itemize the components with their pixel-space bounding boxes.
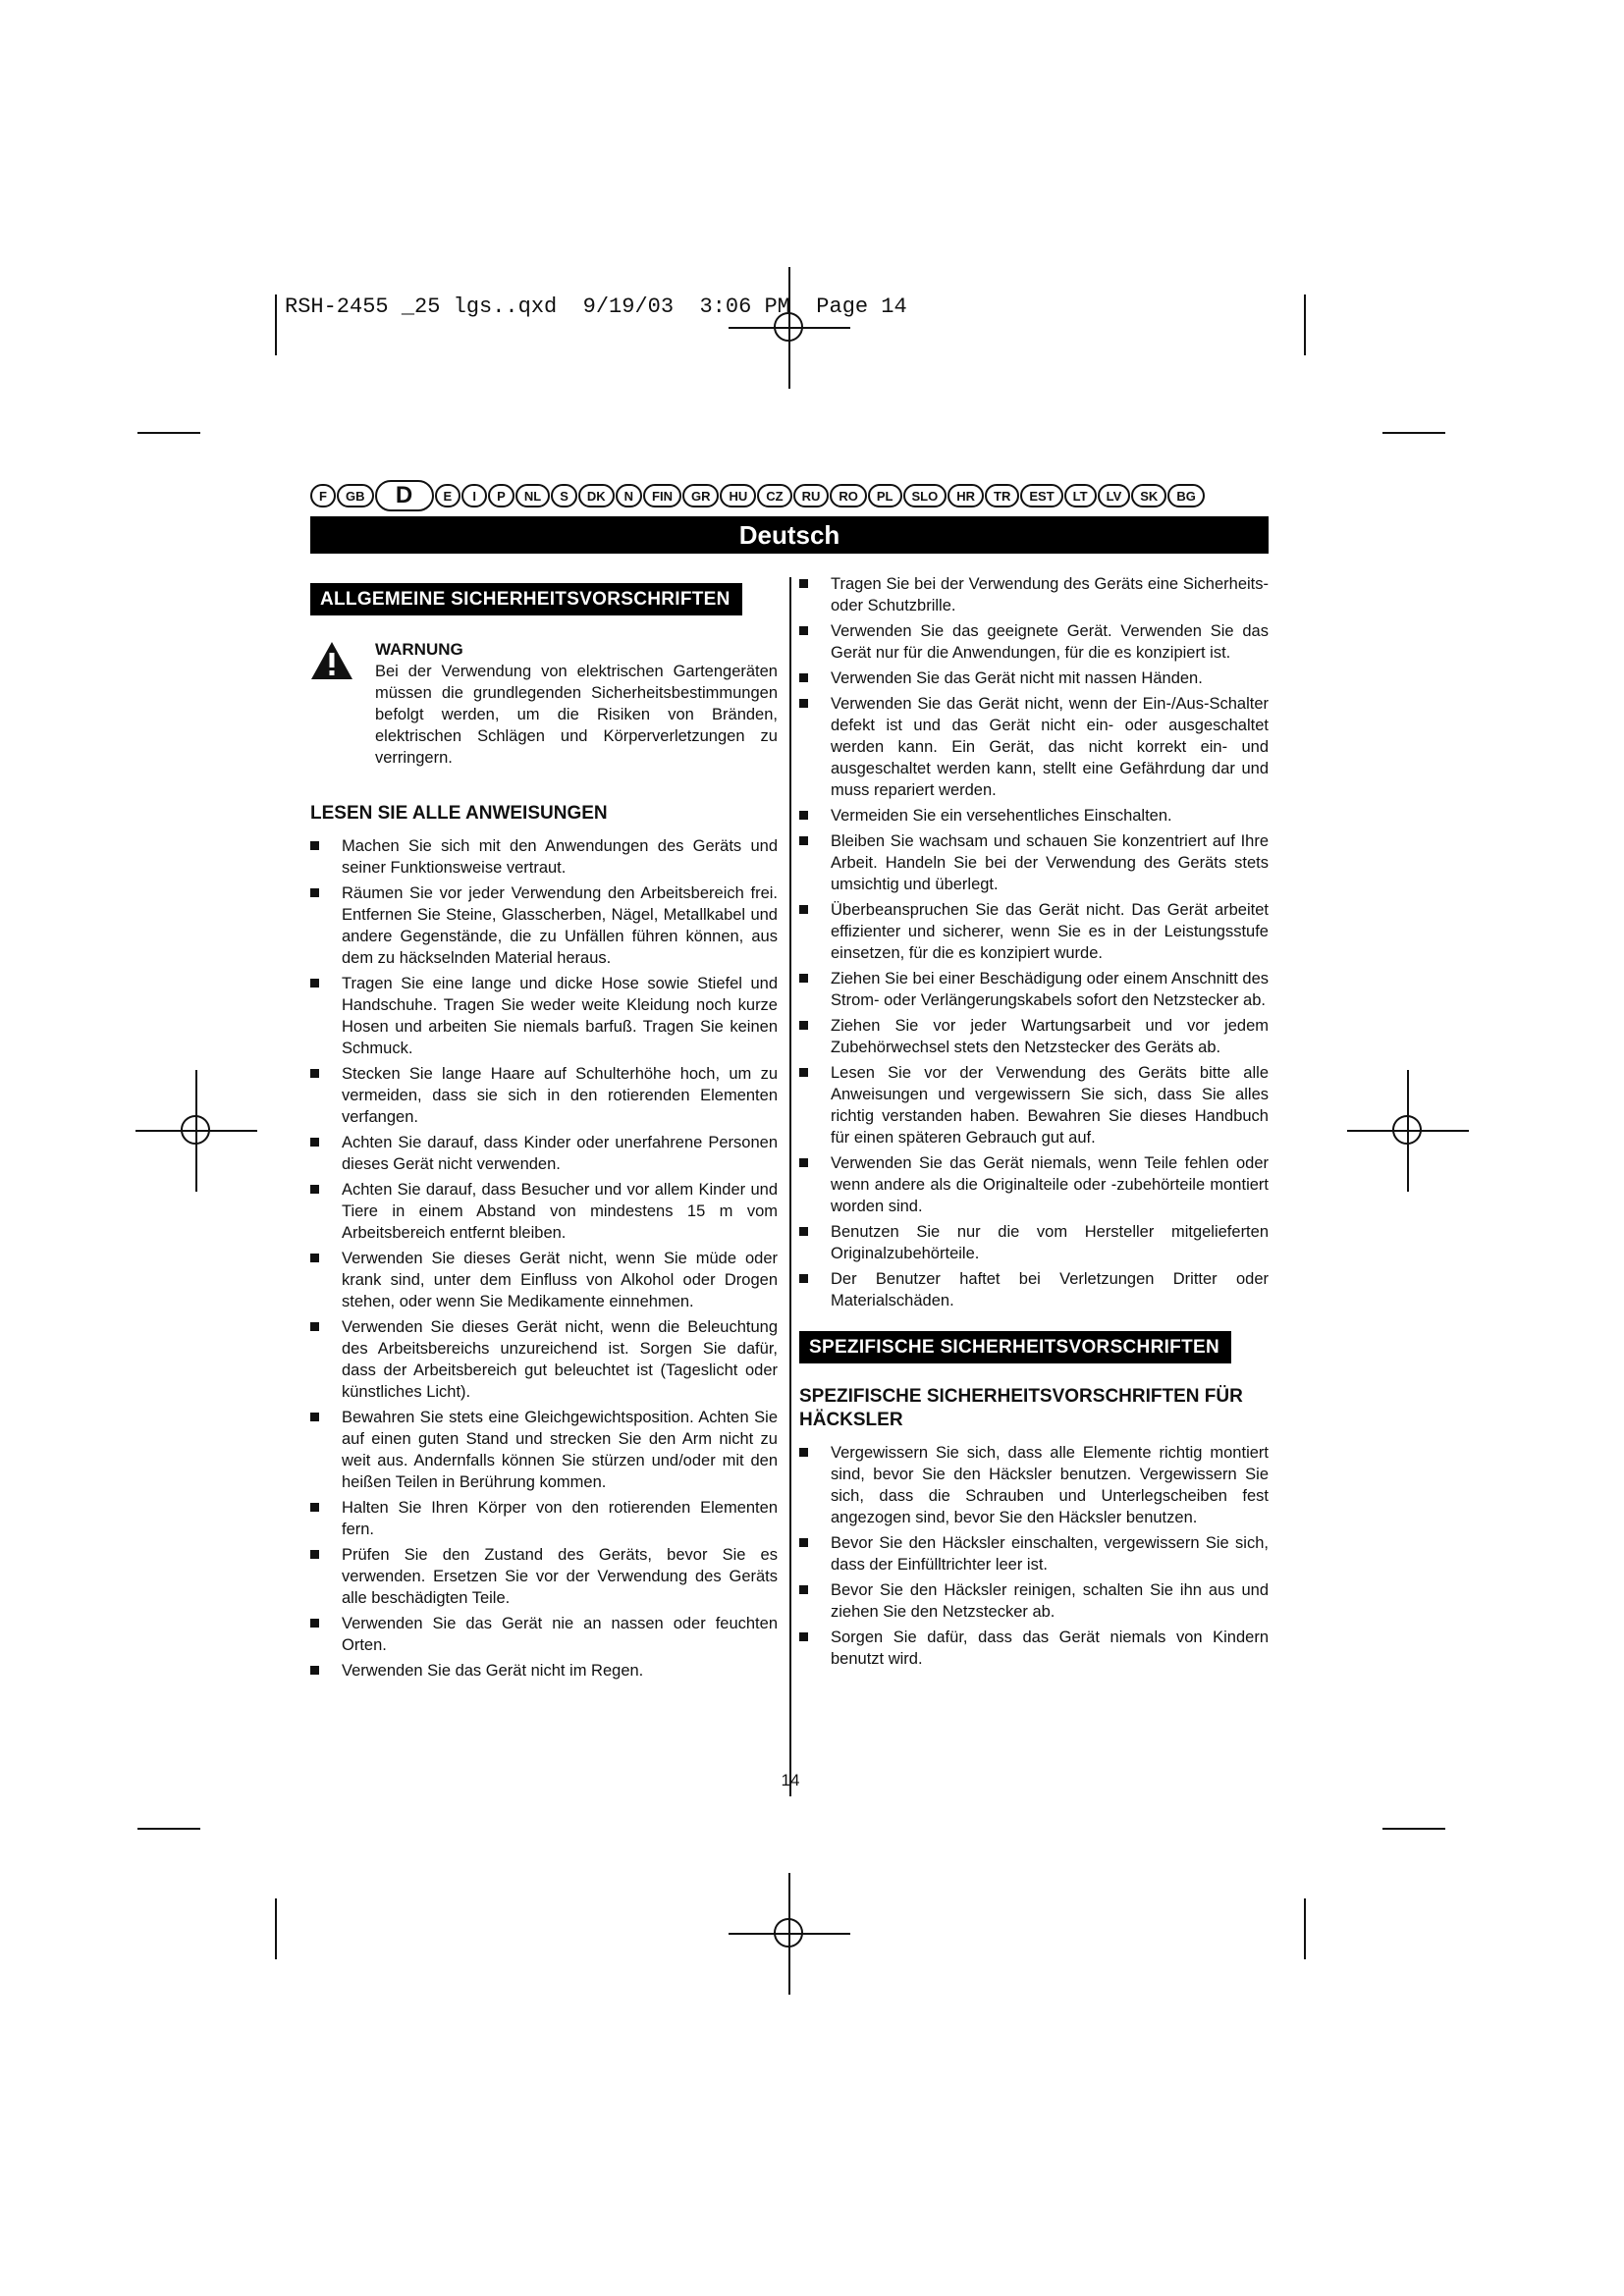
bullet-icon: [310, 1550, 319, 1559]
list-item-text: Verwenden Sie dieses Gerät nicht, wenn Sie müde oder krank sind, unter dem Einfluss von Alkohol oder Drogen stehen, oder wenn Sie Medikamente einnehmen.: [342, 1250, 778, 1310]
bullet-icon: [310, 1185, 319, 1194]
bullet-icon: [799, 974, 808, 983]
language-tab-slo: SLO: [903, 484, 947, 507]
bullet-icon: [799, 905, 808, 914]
language-tab-pl: PL: [868, 484, 902, 507]
list-item: [799, 693, 1269, 801]
language-tab-n: N: [616, 484, 642, 507]
slug-line: RSH-2455 _25 lgs..qxd 9/19/03 3:06 PM Page 14: [285, 294, 907, 319]
registration-mark: [135, 1070, 257, 1192]
bullet-icon: [799, 1632, 808, 1641]
list-item: [799, 1627, 1269, 1670]
bullet-icon: [799, 1068, 808, 1077]
list-item-text: Verwenden Sie das Gerät nie an nassen oder feuchten Orten.: [342, 1615, 778, 1654]
list-item-text: Machen Sie sich mit den Anwendungen des Geräts und seiner Funktionsweise vertraut.: [342, 837, 778, 877]
language-tab-sk: SK: [1131, 484, 1166, 507]
list-item: [310, 1132, 778, 1175]
list-item-text: Tragen Sie bei der Verwendung des Geräts eine Sicherheits- oder Schutzbrille.: [831, 575, 1269, 614]
bullet-icon: [310, 1619, 319, 1628]
list-item: [310, 1660, 778, 1682]
list-item: [799, 1268, 1269, 1311]
list-item-text: Der Benutzer haftet bei Verletzungen Dritter oder Materialschäden.: [831, 1270, 1269, 1309]
language-tab-tr: TR: [985, 484, 1019, 507]
list-item-text: Tragen Sie eine lange und dicke Hose sowie Stiefel und Handschuhe. Tragen Sie weder weite Kleidung noch kurze Hosen und arbeiten Sie niemals barfuß. Tragen Sie keinen Schmuck.: [342, 975, 778, 1057]
list-item: [310, 1407, 778, 1493]
language-tab-e: E: [435, 484, 461, 507]
registration-mark: [1347, 1070, 1469, 1192]
list-item-text: Bevor Sie den Häcksler reinigen, schalten Sie ihn aus und ziehen Sie den Netzstecker ab.: [831, 1581, 1269, 1621]
list-item-text: Vergewissern Sie sich, dass alle Elemente richtig montiert sind, bevor Sie den Häcksler benutzen. Vergewissern Sie sich, dass die Schrauben und Unterlegscheiben fest angezogen sind, bevor Sie den Häcksler benutzen.: [831, 1444, 1269, 1526]
bullet-icon: [310, 1503, 319, 1512]
crop-mark: [1304, 294, 1306, 355]
language-tab-nl: NL: [515, 484, 550, 507]
list-item-text: Bewahren Sie stets eine Gleichgewichtsposition. Achten Sie auf einen guten Stand und strecken Sie den Arm nicht zu weit aus. Andernfalls können Sie stürzen und/oder mit den heißen Teilen in Berührung kommen.: [342, 1409, 778, 1491]
bullet-icon: [799, 1021, 808, 1030]
language-tab-gb: GB: [337, 484, 374, 507]
right-safety-list: [799, 573, 1269, 1311]
language-tab-hu: HU: [720, 484, 756, 507]
list-item: [799, 830, 1269, 895]
list-item-text: Lesen Sie vor der Verwendung des Geräts bitte alle Anweisungen und vergewissern Sie sich, dass Sie alles richtig verstanden haben. Bewahren Sie dieses Handbuch für einen späteren Gebrauch gut auf.: [831, 1064, 1269, 1147]
list-item-text: Verwenden Sie das Gerät nicht im Regen.: [342, 1662, 644, 1680]
list-item: [799, 573, 1269, 616]
bullet-icon: [310, 1069, 319, 1078]
language-tab-lt: LT: [1064, 484, 1097, 507]
subheading-read-instructions: LESEN SIE ALLE ANWEISUNGEN: [310, 803, 608, 824]
warning-title: WARNUNG: [375, 640, 463, 659]
bullet-icon: [799, 626, 808, 635]
warning-block: [310, 639, 778, 769]
right-column: [799, 573, 1269, 1674]
language-tab-p: P: [488, 484, 514, 507]
language-tab-ru: RU: [793, 484, 830, 507]
bullet-icon: [799, 1274, 808, 1283]
bullet-icon: [310, 1254, 319, 1262]
language-tab-lv: LV: [1098, 484, 1131, 507]
list-item: [310, 1248, 778, 1312]
bullet-icon: [799, 579, 808, 588]
list-item: [310, 1544, 778, 1609]
list-item: [310, 1613, 778, 1656]
list-item-text: Achten Sie darauf, dass Besucher und vor allem Kinder und Tiere in einem Abstand von mindestens 15 m vom Arbeitsbereich entfernt bleiben.: [342, 1181, 778, 1242]
warning-text: Bei der Verwendung von elektrischen Gartengeräten müssen die grundlegenden Sicherheitsbestimmungen befolgt werden, um die Risiken von Bränden, elektrischen Schlägen und Körperverletzungen zu verringern.: [375, 663, 778, 767]
bullet-icon: [799, 699, 808, 708]
list-item-text: Halten Sie Ihren Körper von den rotierenden Elementen fern.: [342, 1499, 778, 1538]
bullet-icon: [310, 1666, 319, 1675]
crop-mark: [137, 1828, 200, 1830]
crop-mark: [137, 432, 200, 434]
left-safety-list: [310, 835, 778, 1682]
warning-triangle-icon: [310, 639, 357, 769]
bullet-icon: [310, 979, 319, 988]
language-tab-s: S: [551, 484, 577, 507]
warning-text-block: [375, 639, 778, 769]
list-item-text: Stecken Sie lange Haare auf Schulterhöhe hoch, um zu vermeiden, dass sie sich in den rotierenden Elementen verfangen.: [342, 1065, 778, 1126]
bullet-icon: [799, 1158, 808, 1167]
bullet-icon: [799, 836, 808, 845]
bullet-icon: [310, 1138, 319, 1147]
language-tab-hr: HR: [947, 484, 984, 507]
list-item-text: Räumen Sie vor jeder Verwendung den Arbeitsbereich frei. Entfernen Sie Steine, Glasscherben, Nägel, Metallkabel und andere Gegenstände, die zu Unfällen führen können, aus dem zu häckselnden Material heraus.: [342, 884, 778, 967]
crop-mark: [275, 1898, 277, 1959]
registration-mark: [729, 1873, 850, 1995]
bullet-icon: [799, 1227, 808, 1236]
language-tab-i: I: [461, 484, 487, 507]
page-title: Deutsch: [310, 516, 1269, 554]
list-item-text: Ziehen Sie vor jeder Wartungsarbeit und vor jedem Zubehörwechsel stets den Netzstecker des Geräts ab.: [831, 1017, 1269, 1056]
list-item-text: Ziehen Sie bei einer Beschädigung oder einem Anschnitt des Strom- oder Verlängerungskabels sofort den Netzstecker ab.: [831, 970, 1269, 1009]
list-item-text: Bleiben Sie wachsam und schauen Sie konzentriert auf Ihre Arbeit. Handeln Sie bei der Verwendung des Geräts stets umsichtig und überlegt.: [831, 832, 1269, 893]
list-item: [799, 1579, 1269, 1623]
language-tab-ro: RO: [830, 484, 867, 507]
language-tab-gr: GR: [682, 484, 720, 507]
language-tab-fin: FIN: [643, 484, 681, 507]
bullet-icon: [799, 673, 808, 682]
crop-mark: [275, 294, 277, 355]
bullet-icon: [799, 811, 808, 820]
list-item-text: Verwenden Sie das Gerät nicht, wenn der Ein-/Aus-Schalter defekt ist und das Gerät nicht ein- oder ausgeschaltet werden kann. Ein Gerät, das nicht korrekt ein- und ausgeschaltet werden kann, stellt eine Gefährdung dar und muss repariert werden.: [831, 695, 1269, 799]
list-item-text: Achten Sie darauf, dass Kinder oder unerfahrene Personen dieses Gerät nicht verwenden.: [342, 1134, 778, 1173]
list-item: [310, 1497, 778, 1540]
crop-mark: [1382, 1828, 1445, 1830]
bullet-icon: [799, 1448, 808, 1457]
bullet-icon: [310, 1413, 319, 1421]
list-item-text: Verwenden Sie das Gerät niemals, wenn Teile fehlen oder wenn andere als die Originalteile oder -zubehörteile montiert worden sind.: [831, 1154, 1269, 1215]
language-tab-dk: DK: [578, 484, 615, 507]
page-number: 14: [781, 1771, 800, 1789]
bullet-icon: [799, 1538, 808, 1547]
left-column: [310, 579, 778, 1685]
list-item: [799, 805, 1269, 827]
bullet-icon: [310, 1322, 319, 1331]
list-item-text: Verwenden Sie das geeignete Gerät. Verwenden Sie das Gerät nur für die Anwendungen, für die es konzipiert ist.: [831, 622, 1269, 662]
list-item-text: Verwenden Sie das Gerät nicht mit nassen Händen.: [831, 669, 1203, 687]
section-title-general: ALLGEMEINE SICHERHEITSVORSCHRIFTEN: [310, 583, 742, 615]
crop-mark: [1382, 432, 1445, 434]
language-bar: [310, 479, 1269, 512]
bullet-icon: [310, 888, 319, 897]
column-divider: [789, 577, 791, 1796]
list-item: [310, 835, 778, 879]
bullet-icon: [310, 841, 319, 850]
list-item: [310, 973, 778, 1059]
bullet-icon: [799, 1585, 808, 1594]
list-item-text: Vermeiden Sie ein versehentliches Einschalten.: [831, 807, 1172, 825]
list-item: [310, 882, 778, 969]
subheading-shredder: SPEZIFISCHE SICHERHEITSVORSCHRIFTEN FÜR HÄCKSLER: [799, 1386, 1243, 1430]
list-item: [799, 1532, 1269, 1575]
list-item: [799, 1221, 1269, 1264]
list-item: [799, 899, 1269, 964]
list-item-text: Sorgen Sie dafür, dass das Gerät niemals von Kindern benutzt wird.: [831, 1629, 1269, 1668]
section-title-specific: SPEZIFISCHE SICHERHEITSVORSCHRIFTEN: [799, 1331, 1231, 1363]
registration-mark: [729, 267, 850, 389]
language-tab-est: EST: [1020, 484, 1062, 507]
list-item: [799, 1442, 1269, 1528]
language-tab-cz: CZ: [757, 484, 791, 507]
list-item: [799, 1152, 1269, 1217]
list-item: [799, 968, 1269, 1011]
list-item: [799, 1062, 1269, 1148]
list-item-text: Überbeanspruchen Sie das Gerät nicht. Das Gerät arbeitet effizienter und sicherer, wenn Sie es in der Leistungsstufe einsetzen, für die es konzipiert wurde.: [831, 901, 1269, 962]
list-item-text: Bevor Sie den Häcksler einschalten, vergewissern Sie sich, dass der Einfülltrichter leer ist.: [831, 1534, 1269, 1574]
list-item: [310, 1316, 778, 1403]
list-item: [799, 1015, 1269, 1058]
list-item: [799, 620, 1269, 664]
language-tab-f: F: [310, 484, 336, 507]
list-item: [799, 667, 1269, 689]
list-item-text: Verwenden Sie dieses Gerät nicht, wenn die Beleuchtung des Arbeitsbereichs unzureichend ist. Sorgen Sie dafür, dass der Arbeitsbereich gut beleuchtet ist (Tageslicht oder künstliches Licht).: [342, 1318, 778, 1401]
list-item-text: Prüfen Sie den Zustand des Geräts, bevor Sie es verwenden. Ersetzen Sie vor der Verwendung des Geräts alle beschädigten Teile.: [342, 1546, 778, 1607]
shredder-safety-list: [799, 1442, 1269, 1670]
list-item: [310, 1179, 778, 1244]
language-tab-d: D: [375, 480, 434, 511]
crop-mark: [1304, 1898, 1306, 1959]
list-item: [310, 1063, 778, 1128]
list-item-text: Benutzen Sie nur die vom Hersteller mitgelieferten Originalzubehörteile.: [831, 1223, 1269, 1262]
language-tab-bg: BG: [1167, 484, 1205, 507]
